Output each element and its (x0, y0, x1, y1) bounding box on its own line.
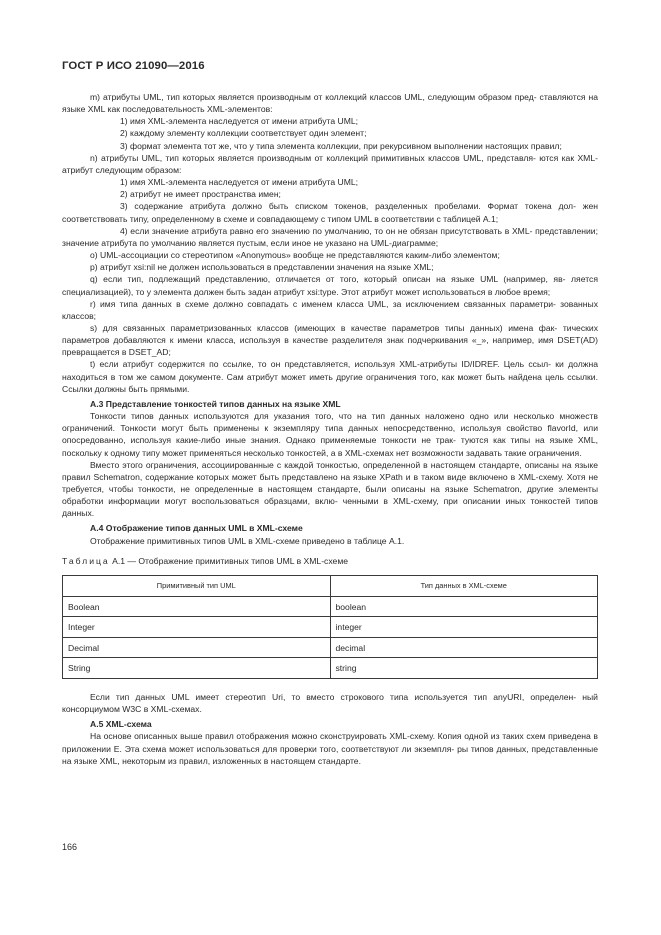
section-a3-heading: А.3 Представление тонкостей типов данных на языке XML (90, 398, 341, 409)
table-cell: decimal (330, 637, 598, 658)
item-q: q) если тип, подлежащий представлению, отличается от того, который описан на языке UML (например, яв- ляется специализацией), то у элемента должен быть задан атрибут xsi:type. Этот атрибут может использоваться в любое время; (62, 274, 598, 297)
item-n-4: 4) если значение атрибута равно его значению по умолчанию, то он не обязан присутствовать в XML- представлении; значение атрибута по умолчанию является пустым, если иное не указано на UML-диаграмме; (62, 225, 598, 248)
item-n: n) атрибуты UML, тип которых является производным от коллекций примитивных классов UML, представля- ются как XML-атрибут следующим образом: (62, 152, 598, 175)
section-a3-paragraph-1: Тонкости типов данных используются для указания того, что на тип данных наложено одно или несколько множеств ограничений. Тонкости могут быть применены к экземпляру типа данных непосредственно, используя свойство flavorId, или опосредованно, используя какие-либо иные знания. Однако применяемые тонкости не трак- туются как типы на языке XML, поскольку к одному типу может применяться несколько тонкостей, а в XML-схемах нет возможности задавать такие ограничения. (62, 411, 598, 458)
table-cell: string (330, 658, 598, 679)
section-a4-paragraph-1: Отображение примитивных типов UML в XML-схеме приведено в таблице А.1. (90, 535, 405, 546)
table-row (63, 637, 598, 658)
table-header-uml-type: Примитивный тип UML (63, 575, 331, 596)
section-a3-paragraph-2: Вместо этого ограничения, ассоциированные с каждой тонкостью, определенной в настоящем стандарте, описаны на языке правил Schematron, содержание которых может быть представлено на языке XPath и в таком виде включено в XML-схему. Хотя не требуется, чтобы тонкости, не определенные в настоящем стандарте, были описаны на языке Schematron, другие элементы обработки информации могут воспользоваться образцами, вклю- ченными в XML-схему, при описании иных тонкостей типов данных. (62, 459, 598, 519)
item-p: р) атрибут xsi:nil не должен использоваться в представлении значения на языке XML; (90, 262, 434, 273)
table-cell: Decimal (63, 637, 331, 658)
item-n-2: 2) атрибут не имеет пространства имен; (120, 189, 281, 200)
table-caption-prefix: Таблица (62, 555, 110, 566)
page-number: 166 (62, 842, 78, 852)
item-m-1: 1) имя XML-элемента наследуется от имени атрибута UML; (120, 116, 359, 127)
table-row (63, 658, 598, 679)
item-n-1: 1) имя XML-элемента наследуется от имени атрибута UML; (120, 177, 359, 188)
table-caption-text: А.1 — Отображение примитивных типов UML в XML-схеме (109, 555, 349, 566)
table-cell: Integer (63, 617, 331, 638)
page-content (62, 91, 598, 767)
table-header-xml-type: Тип данных в XML-схеме (330, 575, 598, 596)
item-n-3: 3) содержание атрибута должно быть списком токенов, разделенных пробелами. Формат токена дол- жен соответствовать типу, определенному в схеме и совпадающему с типом UML в соответствии с таблицей А.1; (62, 201, 598, 224)
item-t: t) если атрибут содержится по ссылке, то он представляется, используя XML-атрибуты ID/IDREF. Цель ссыл- ки должна находиться в том же самом документе. Сам атрибут может иметь другие ограничения того, как может быть найдена цель ссылки. Ссылки должны быть прямыми. (62, 359, 598, 394)
item-r: r) имя типа данных в схеме должно совпадать с именем класса UML, за исключением связанных параметри- зованных классов; (62, 298, 598, 321)
section-a5-paragraph-1: На основе описанных выше правил отображения можно сконструировать XML-схему. Копия одной из таких схем приведена в приложении Е. Эта схема может использоваться для проверки того, соответствуют ли экземпля- ры типов данных, представленные на языке XML, некоторым из правил, изложенных в настоящем стандарте. (62, 731, 598, 766)
item-s: s) для связанных параметризованных классов (имеющих в качестве параметров типы данных) имена фак- тических параметров добавляются к имени класса, используя в качестве разделителя знак подчеркивания «_», например, имя DSET(AD) превращается в DSET_AD; (62, 322, 598, 358)
mapping-table (62, 575, 598, 679)
table-cell: Boolean (63, 596, 331, 617)
table-cell: String (63, 658, 331, 679)
section-a5-heading: А.5 XML-схема (90, 719, 152, 730)
table-header-row (63, 575, 598, 596)
table-row (63, 596, 598, 617)
item-m: m) атрибуты UML, тип которых является производным от коллекций классов UML, следующим образом пред- ставляются на языке XML как последовательность XML-элементов: (62, 92, 598, 115)
item-m-3: 3) формат элемента тот же, что у типа элемента коллекции, при рекурсивном выполнении настоящих правил; (120, 140, 562, 151)
table-cell: boolean (330, 596, 598, 617)
section-a4-heading: А.4 Отображение типов данных UML в XML-схеме (90, 523, 303, 534)
item-o: о) UML-ассоциации со стереотипом «Anonymous» вообще не представляются каким-либо элементом; (90, 250, 500, 261)
table-row (63, 617, 598, 638)
after-table-paragraph: Если тип данных UML имеет стереотип Uri, то вместо строкового типа используется тип anyURI, определен- ный консорциумом W3C в XML-схемах. (62, 691, 598, 715)
item-m-2: 2) каждому элементу коллекции соответствует один элемент; (120, 128, 367, 139)
page-header: ГОСТ Р ИСО 21090—2016 (62, 60, 205, 72)
table-cell: integer (330, 617, 598, 638)
table-caption (62, 555, 598, 567)
